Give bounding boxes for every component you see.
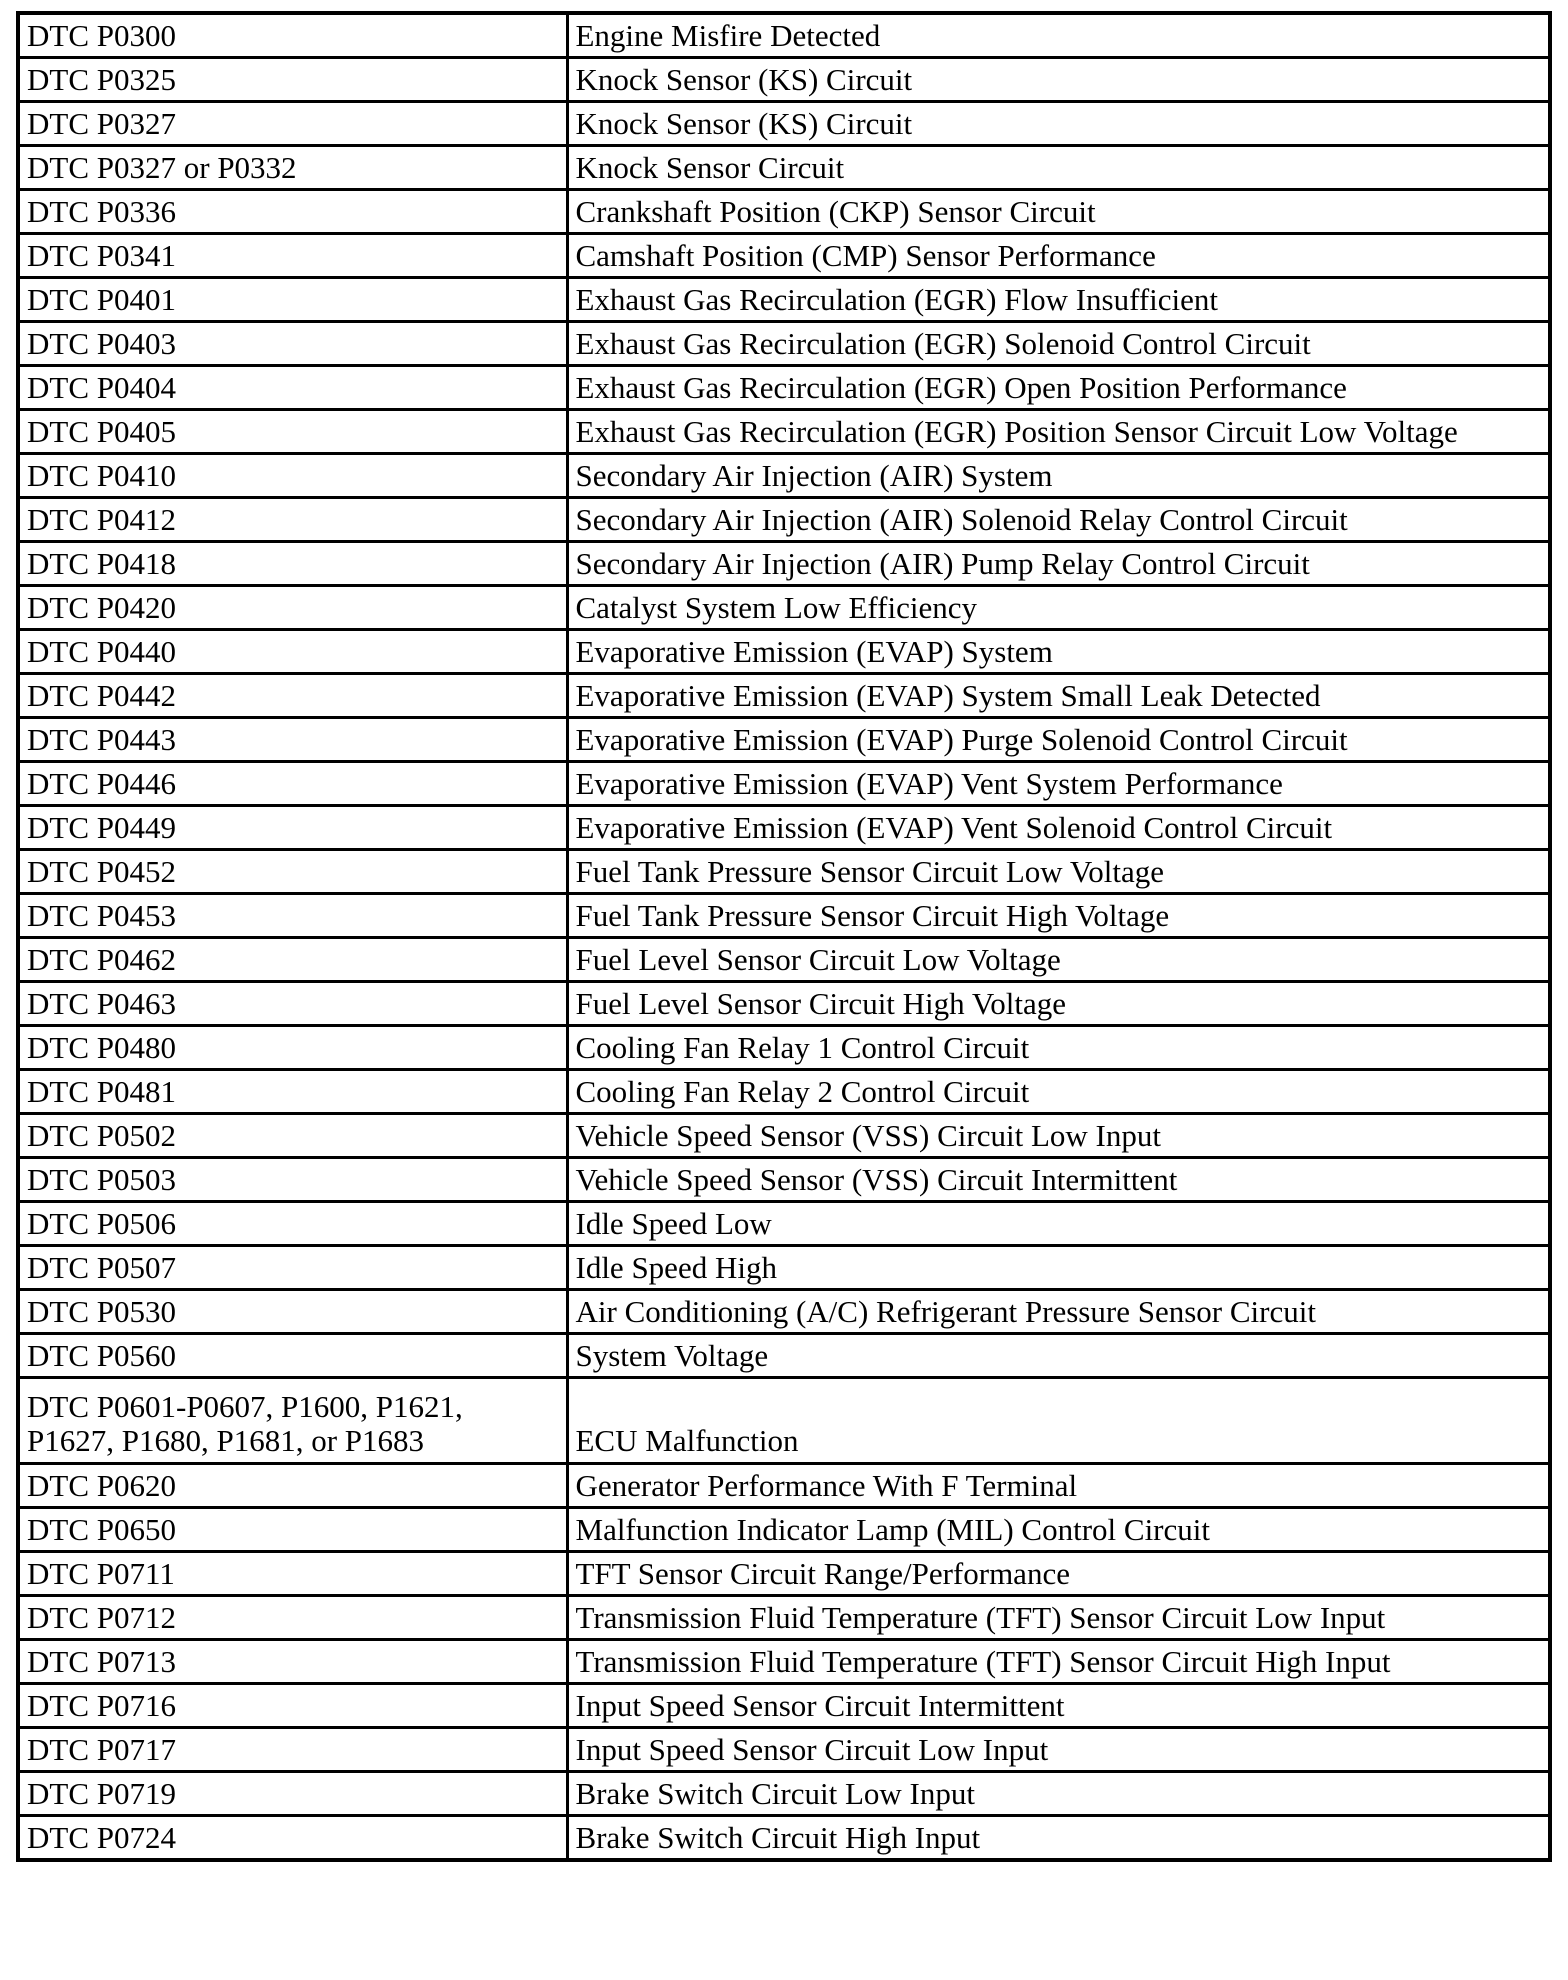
dtc-description-cell: Evaporative Emission (EVAP) Vent System Performance [567, 762, 1550, 806]
dtc-description-cell: Input Speed Sensor Circuit Low Input [567, 1728, 1550, 1772]
dtc-code-cell: DTC P0440 [18, 630, 567, 674]
dtc-code-cell: DTC P0712 [18, 1596, 567, 1640]
dtc-description-cell: Fuel Tank Pressure Sensor Circuit Low Voltage [567, 850, 1550, 894]
dtc-code-cell: DTC P0300 [18, 13, 567, 58]
dtc-code-cell: DTC P0506 [18, 1202, 567, 1246]
dtc-description-cell: Vehicle Speed Sensor (VSS) Circuit Intermittent [567, 1158, 1550, 1202]
dtc-table [16, 11, 1552, 1862]
dtc-code-cell: DTC P0620 [18, 1464, 567, 1508]
dtc-description-cell: Vehicle Speed Sensor (VSS) Circuit Low Input [567, 1114, 1550, 1158]
dtc-code-cell: DTC P0530 [18, 1290, 567, 1334]
table-row [18, 13, 1550, 58]
dtc-code-cell: DTC P0650 [18, 1508, 567, 1552]
dtc-description-cell: Fuel Level Sensor Circuit High Voltage [567, 982, 1550, 1026]
table-row [18, 102, 1550, 146]
table-row [18, 762, 1550, 806]
dtc-code-cell: DTC P0716 [18, 1684, 567, 1728]
dtc-code-cell: DTC P0502 [18, 1114, 567, 1158]
dtc-description-cell: Exhaust Gas Recirculation (EGR) Solenoid Control Circuit [567, 322, 1550, 366]
dtc-code-cell: DTC P0507 [18, 1246, 567, 1290]
dtc-description-cell: Evaporative Emission (EVAP) System [567, 630, 1550, 674]
dtc-description-cell: Transmission Fluid Temperature (TFT) Sensor Circuit Low Input [567, 1596, 1550, 1640]
dtc-description-cell: Secondary Air Injection (AIR) Solenoid Relay Control Circuit [567, 498, 1550, 542]
dtc-description-cell: Cooling Fan Relay 1 Control Circuit [567, 1026, 1550, 1070]
dtc-code-cell: DTC P0443 [18, 718, 567, 762]
dtc-description-cell: Air Conditioning (A/C) Refrigerant Pressure Sensor Circuit [567, 1290, 1550, 1334]
table-row [18, 1334, 1550, 1378]
dtc-description-cell: Generator Performance With F Terminal [567, 1464, 1550, 1508]
dtc-description-cell: TFT Sensor Circuit Range/Performance [567, 1552, 1550, 1596]
dtc-description-cell: Secondary Air Injection (AIR) System [567, 454, 1550, 498]
dtc-code-cell: DTC P0404 [18, 366, 567, 410]
table-row [18, 938, 1550, 982]
dtc-description-cell: Exhaust Gas Recirculation (EGR) Position Sensor Circuit Low Voltage [567, 410, 1550, 454]
dtc-code-cell: DTC P0327 [18, 102, 567, 146]
table-row [18, 146, 1550, 190]
table-row [18, 1290, 1550, 1334]
dtc-description-cell: Secondary Air Injection (AIR) Pump Relay Control Circuit [567, 542, 1550, 586]
table-row [18, 806, 1550, 850]
dtc-code-cell: DTC P0410 [18, 454, 567, 498]
dtc-description-cell: Crankshaft Position (CKP) Sensor Circuit [567, 190, 1550, 234]
dtc-code-cell: DTC P0401 [18, 278, 567, 322]
dtc-description-cell: Evaporative Emission (EVAP) Vent Solenoid Control Circuit [567, 806, 1550, 850]
dtc-description-cell: Idle Speed High [567, 1246, 1550, 1290]
table-row [18, 410, 1550, 454]
dtc-description-cell: Brake Switch Circuit High Input [567, 1816, 1550, 1861]
dtc-description-cell: Idle Speed Low [567, 1202, 1550, 1246]
dtc-description-cell: Knock Sensor (KS) Circuit [567, 102, 1550, 146]
dtc-description-cell: Knock Sensor Circuit [567, 146, 1550, 190]
dtc-code-cell: DTC P0442 [18, 674, 567, 718]
dtc-description-cell: Cooling Fan Relay 2 Control Circuit [567, 1070, 1550, 1114]
dtc-description-cell: Exhaust Gas Recirculation (EGR) Flow Insufficient [567, 278, 1550, 322]
dtc-code-cell: DTC P0452 [18, 850, 567, 894]
table-row [18, 1378, 1550, 1464]
dtc-code-cell: DTC P0446 [18, 762, 567, 806]
dtc-code-cell: DTC P0481 [18, 1070, 567, 1114]
dtc-code-cell: DTC P0341 [18, 234, 567, 278]
dtc-description-cell: Transmission Fluid Temperature (TFT) Sensor Circuit High Input [567, 1640, 1550, 1684]
table-row [18, 1728, 1550, 1772]
table-row [18, 1202, 1550, 1246]
table-row [18, 630, 1550, 674]
dtc-description-cell: Engine Misfire Detected [567, 13, 1550, 58]
table-row [18, 1246, 1550, 1290]
table-row [18, 190, 1550, 234]
dtc-description-cell: Evaporative Emission (EVAP) System Small Leak Detected [567, 674, 1550, 718]
table-row [18, 1070, 1550, 1114]
table-row [18, 1596, 1550, 1640]
dtc-description-cell: ECU Malfunction [567, 1378, 1550, 1464]
dtc-description-cell: Input Speed Sensor Circuit Intermittent [567, 1684, 1550, 1728]
table-row [18, 894, 1550, 938]
table-row [18, 674, 1550, 718]
dtc-code-cell: DTC P0453 [18, 894, 567, 938]
table-row [18, 278, 1550, 322]
dtc-code-cell: DTC P0724 [18, 1816, 567, 1861]
table-row [18, 1158, 1550, 1202]
table-row [18, 58, 1550, 102]
table-row [18, 1816, 1550, 1861]
dtc-code-cell: DTC P0325 [18, 58, 567, 102]
table-row [18, 1684, 1550, 1728]
table-row [18, 234, 1550, 278]
dtc-code-cell: DTC P0420 [18, 586, 567, 630]
dtc-description-cell: Knock Sensor (KS) Circuit [567, 58, 1550, 102]
table-row [18, 1508, 1550, 1552]
dtc-table-body [18, 13, 1550, 1860]
dtc-code-cell: DTC P0480 [18, 1026, 567, 1070]
table-row [18, 1464, 1550, 1508]
table-row [18, 498, 1550, 542]
dtc-code-cell: DTC P0601-P0607, P1600, P1621, P1627, P1680, P1681, or P1683 [18, 1378, 567, 1464]
table-row [18, 454, 1550, 498]
dtc-description-cell: Catalyst System Low Efficiency [567, 586, 1550, 630]
dtc-code-cell: DTC P0463 [18, 982, 567, 1026]
dtc-code-cell: DTC P0449 [18, 806, 567, 850]
dtc-code-cell: DTC P0418 [18, 542, 567, 586]
dtc-description-cell: Fuel Tank Pressure Sensor Circuit High Voltage [567, 894, 1550, 938]
dtc-code-cell: DTC P0560 [18, 1334, 567, 1378]
table-row [18, 366, 1550, 410]
dtc-code-cell: DTC P0719 [18, 1772, 567, 1816]
table-row [18, 1772, 1550, 1816]
table-row [18, 850, 1550, 894]
dtc-description-cell: Brake Switch Circuit Low Input [567, 1772, 1550, 1816]
dtc-description-cell: Fuel Level Sensor Circuit Low Voltage [567, 938, 1550, 982]
dtc-code-cell: DTC P0336 [18, 190, 567, 234]
dtc-code-cell: DTC P0711 [18, 1552, 567, 1596]
dtc-description-cell: System Voltage [567, 1334, 1550, 1378]
table-row [18, 1026, 1550, 1070]
dtc-code-cell: DTC P0327 or P0332 [18, 146, 567, 190]
table-row [18, 322, 1550, 366]
table-row [18, 586, 1550, 630]
table-row [18, 1114, 1550, 1158]
dtc-description-cell: Malfunction Indicator Lamp (MIL) Control Circuit [567, 1508, 1550, 1552]
dtc-description-cell: Camshaft Position (CMP) Sensor Performance [567, 234, 1550, 278]
dtc-code-cell: DTC P0405 [18, 410, 567, 454]
table-row [18, 982, 1550, 1026]
table-row [18, 718, 1550, 762]
table-row [18, 1552, 1550, 1596]
table-row [18, 542, 1550, 586]
dtc-code-cell: DTC P0462 [18, 938, 567, 982]
table-row [18, 1640, 1550, 1684]
dtc-code-cell: DTC P0412 [18, 498, 567, 542]
dtc-code-cell: DTC P0717 [18, 1728, 567, 1772]
dtc-code-cell: DTC P0713 [18, 1640, 567, 1684]
dtc-description-cell: Exhaust Gas Recirculation (EGR) Open Position Performance [567, 366, 1550, 410]
dtc-description-cell: Evaporative Emission (EVAP) Purge Solenoid Control Circuit [567, 718, 1550, 762]
dtc-code-cell: DTC P0403 [18, 322, 567, 366]
dtc-code-cell: DTC P0503 [18, 1158, 567, 1202]
